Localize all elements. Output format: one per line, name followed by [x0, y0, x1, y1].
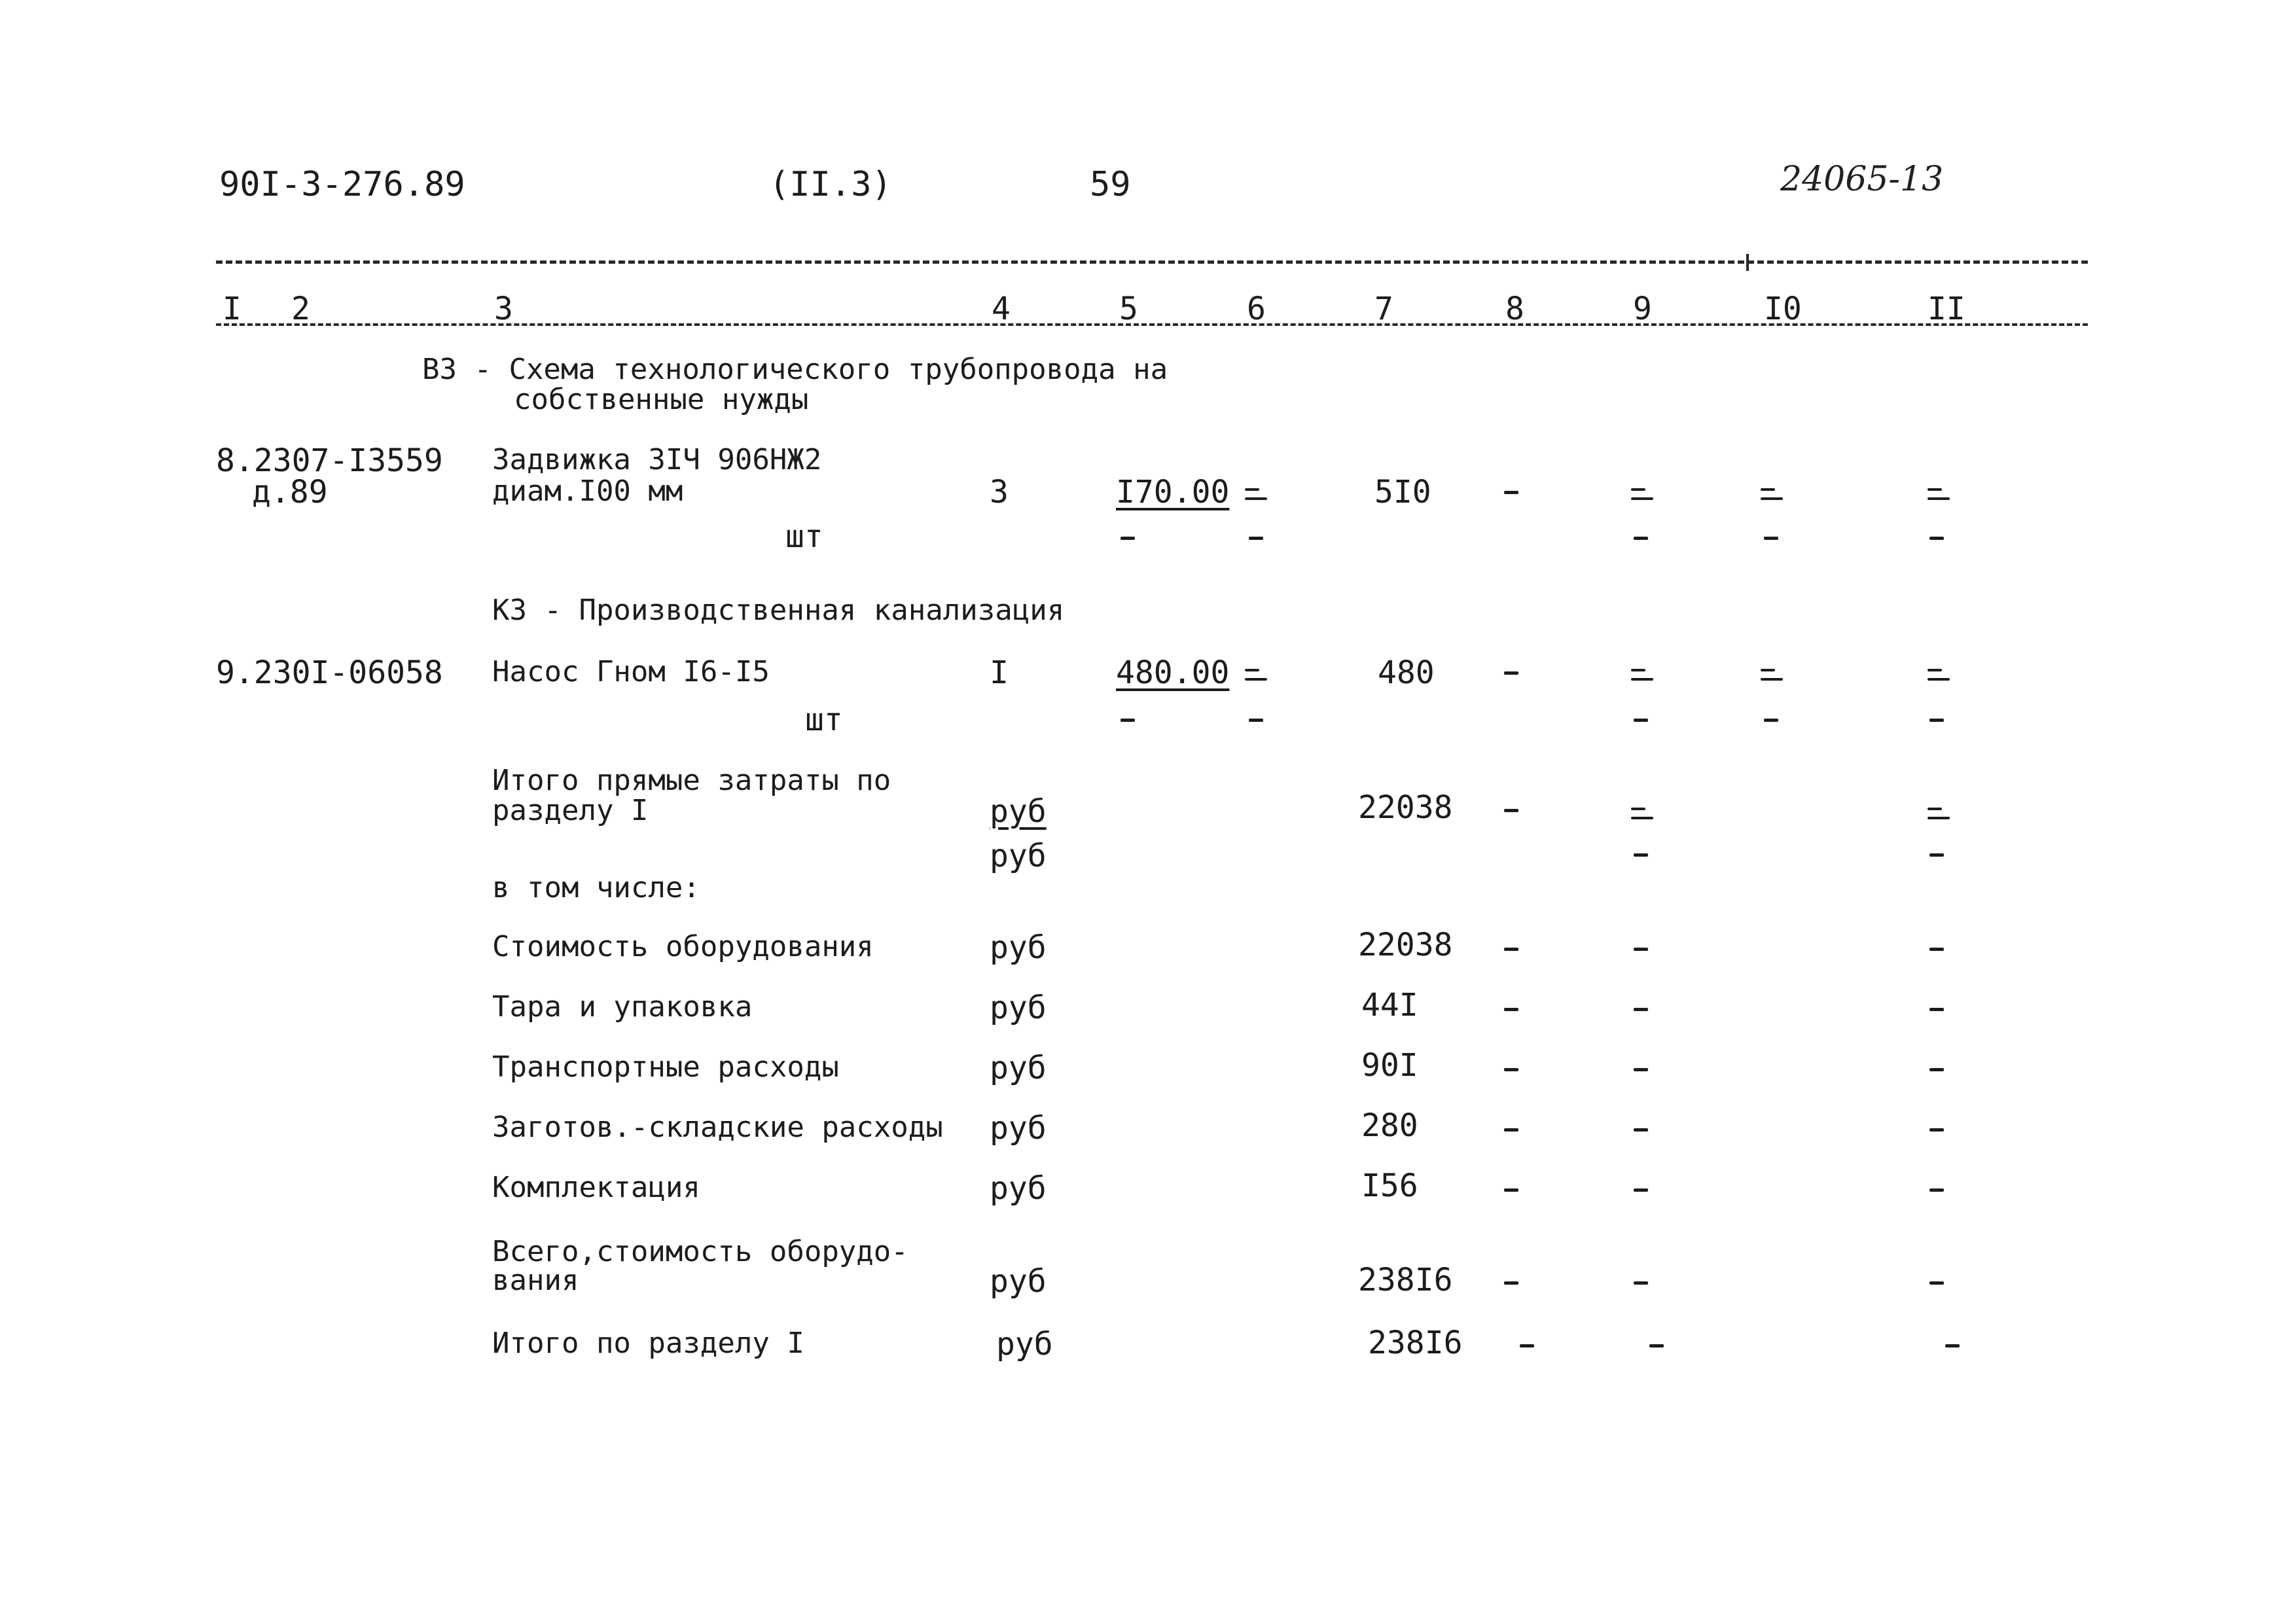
item1-code: 8.2307-I3559	[216, 442, 443, 479]
summary-completion-unit: руб	[990, 1170, 1047, 1207]
item2-col11-ditto-icon	[1928, 669, 1951, 683]
summary-packaging-value: 44I	[1361, 987, 1418, 1024]
summary-total-equipment-col8-dash	[1504, 1281, 1518, 1285]
item1-col10-ditto-icon	[1761, 488, 1784, 503]
item1-name: Задвижка 3IЧ 906НЖ2	[492, 443, 822, 476]
summary-completion-label: Комплектация	[492, 1171, 700, 1204]
summary-direct-costs-unit-2: руб	[990, 838, 1047, 874]
summary-direct-costs-label: Итого прямые затраты по	[492, 764, 891, 797]
item1-unit-col10-dash	[1764, 537, 1778, 540]
summary-equipment-unit: руб	[990, 929, 1047, 966]
item1-total: 5I0	[1374, 474, 1431, 510]
item1-unit-col6-dash	[1249, 537, 1263, 540]
summary-storage-col11-dash	[1929, 1128, 1944, 1132]
item1-col9-ditto-icon	[1631, 488, 1655, 503]
item1-unit-col9-dash	[1634, 537, 1648, 540]
column-number-8: 8	[1505, 291, 1524, 327]
summary-storage-value: 280	[1361, 1107, 1418, 1144]
summary-direct-costs-unit: руб	[990, 793, 1047, 830]
summary-direct-costs-value: 22038	[1358, 789, 1453, 826]
summary-total-equipment-col9-dash	[1634, 1281, 1648, 1285]
summary-storage-unit: руб	[990, 1110, 1047, 1147]
summary-section-total-value: 238I6	[1368, 1325, 1463, 1361]
summary-completion-value: I56	[1361, 1168, 1418, 1204]
item2-col8-dash	[1504, 671, 1518, 675]
item1-unit-col11-dash	[1929, 537, 1944, 540]
item2-unit-col10-dash	[1764, 719, 1778, 722]
summary-transport-col11-dash	[1929, 1068, 1944, 1071]
item2-total: 480	[1378, 654, 1435, 691]
summary-packaging-label: Тара и упаковка	[492, 990, 753, 1024]
item1-name-cont: диам.I00 мм	[492, 474, 683, 508]
item2-col6-ditto-icon	[1245, 669, 1268, 683]
item1-col8-dash	[1504, 491, 1518, 494]
summary-direct2-col11-dash	[1929, 853, 1944, 857]
summary-transport-label: Транспортные расходы	[492, 1050, 839, 1084]
summary-transport-unit: руб	[990, 1050, 1047, 1086]
item1-col11-ditto-icon	[1928, 488, 1951, 503]
summary-storage-col9-dash	[1634, 1128, 1648, 1132]
item1-col6-ditto-icon	[1245, 488, 1268, 503]
summary-total-equipment-label: Всего,стоимость оборудо-	[492, 1235, 908, 1268]
summary-direct-col11-ditto-icon	[1928, 808, 1951, 822]
column-number-1: I	[223, 291, 242, 327]
summary-completion-col9-dash	[1634, 1188, 1648, 1192]
item2-unit-col9-dash	[1634, 719, 1648, 722]
summary-equipment-value: 22038	[1358, 927, 1453, 963]
item2-price: 480.00	[1116, 654, 1230, 691]
summary-direct-costs-label-cont: разделу I	[492, 794, 649, 827]
item1-price: I70.00	[1116, 474, 1230, 510]
summary-equipment-col8-dash	[1504, 948, 1518, 951]
column-number-5: 5	[1119, 291, 1138, 327]
item1-unit-col5-dash	[1121, 537, 1135, 540]
column-number-3: 3	[494, 291, 513, 327]
summary-total-equipment-value: 238I6	[1358, 1262, 1453, 1298]
item2-unit-col5-dash	[1121, 719, 1135, 722]
summary-direct-col8-dash	[1504, 809, 1518, 812]
column-number-6: 6	[1247, 291, 1266, 327]
header-rule-top	[216, 260, 2088, 264]
summary-transport-col8-dash	[1504, 1068, 1518, 1071]
section-code: (II.3)	[769, 165, 892, 204]
summary-packaging-col11-dash	[1929, 1008, 1944, 1011]
summary-storage-col8-dash	[1504, 1128, 1518, 1132]
summary-section-total-label: Итого по разделу I	[492, 1327, 804, 1360]
summary-including-label: в том числе:	[492, 871, 700, 904]
item2-code: 9.230I-06058	[216, 654, 443, 691]
summary-section-total-col8-dash	[1520, 1344, 1534, 1347]
rule-tick	[1746, 254, 1749, 271]
summary-completion-col11-dash	[1929, 1188, 1944, 1192]
column-number-2: 2	[291, 291, 310, 327]
item2-unit-col11-dash	[1929, 719, 1944, 722]
section-heading-vz: ВЗ - Схема технологического трубопровода на	[422, 353, 1168, 386]
column-number-11: II	[1928, 291, 1965, 327]
item1-qty: 3	[990, 474, 1009, 510]
item2-col9-ditto-icon	[1631, 669, 1655, 683]
summary-equipment-col9-dash	[1634, 948, 1648, 951]
section-heading-vz-cont: собственные нужды	[514, 383, 809, 416]
summary-section-total-col11-dash	[1945, 1344, 1960, 1347]
summary-total-equipment-label-cont: вания	[492, 1264, 579, 1297]
summary-storage-label: Заготов.-складские расходы	[492, 1111, 943, 1144]
summary-transport-col9-dash	[1634, 1068, 1648, 1071]
column-number-7: 7	[1374, 291, 1393, 327]
item2-qty: I	[990, 654, 1009, 691]
summary-packaging-col8-dash	[1504, 1008, 1518, 1011]
column-number-rule	[216, 323, 2088, 326]
summary-direct-col9-ditto-icon	[1631, 808, 1655, 822]
item1-unit: шт	[785, 518, 823, 555]
summary-equipment-label: Стоимость оборудования	[492, 930, 874, 963]
summary-section-total-unit: руб	[996, 1326, 1053, 1363]
summary-total-equipment-col11-dash	[1929, 1281, 1944, 1285]
item2-name: Насос Гном I6-I5	[492, 655, 770, 688]
page-number: 59	[1090, 165, 1131, 204]
item2-unit: шт	[805, 702, 843, 738]
column-number-9: 9	[1633, 291, 1652, 327]
summary-total-equipment-unit: руб	[990, 1263, 1047, 1300]
summary-direct2-col9-dash	[1634, 853, 1648, 857]
item2-col10-ditto-icon	[1761, 669, 1784, 683]
summary-packaging-unit: руб	[990, 990, 1047, 1026]
summary-transport-value: 90I	[1361, 1047, 1418, 1084]
summary-section-total-col9-dash	[1649, 1344, 1664, 1347]
item1-code-sub: д.89	[252, 474, 328, 510]
section-heading-kz: КЗ - Производственная канализация	[492, 594, 1065, 627]
summary-packaging-col9-dash	[1634, 1008, 1648, 1011]
item2-unit-col6-dash	[1249, 719, 1263, 722]
handwritten-reference: 24065-13	[1780, 160, 1944, 199]
column-number-4: 4	[992, 291, 1011, 327]
doc-code: 90I-3-276.89	[219, 165, 465, 204]
column-number-10: I0	[1764, 291, 1802, 327]
summary-completion-col8-dash	[1504, 1188, 1518, 1192]
summary-equipment-col11-dash	[1929, 948, 1944, 951]
